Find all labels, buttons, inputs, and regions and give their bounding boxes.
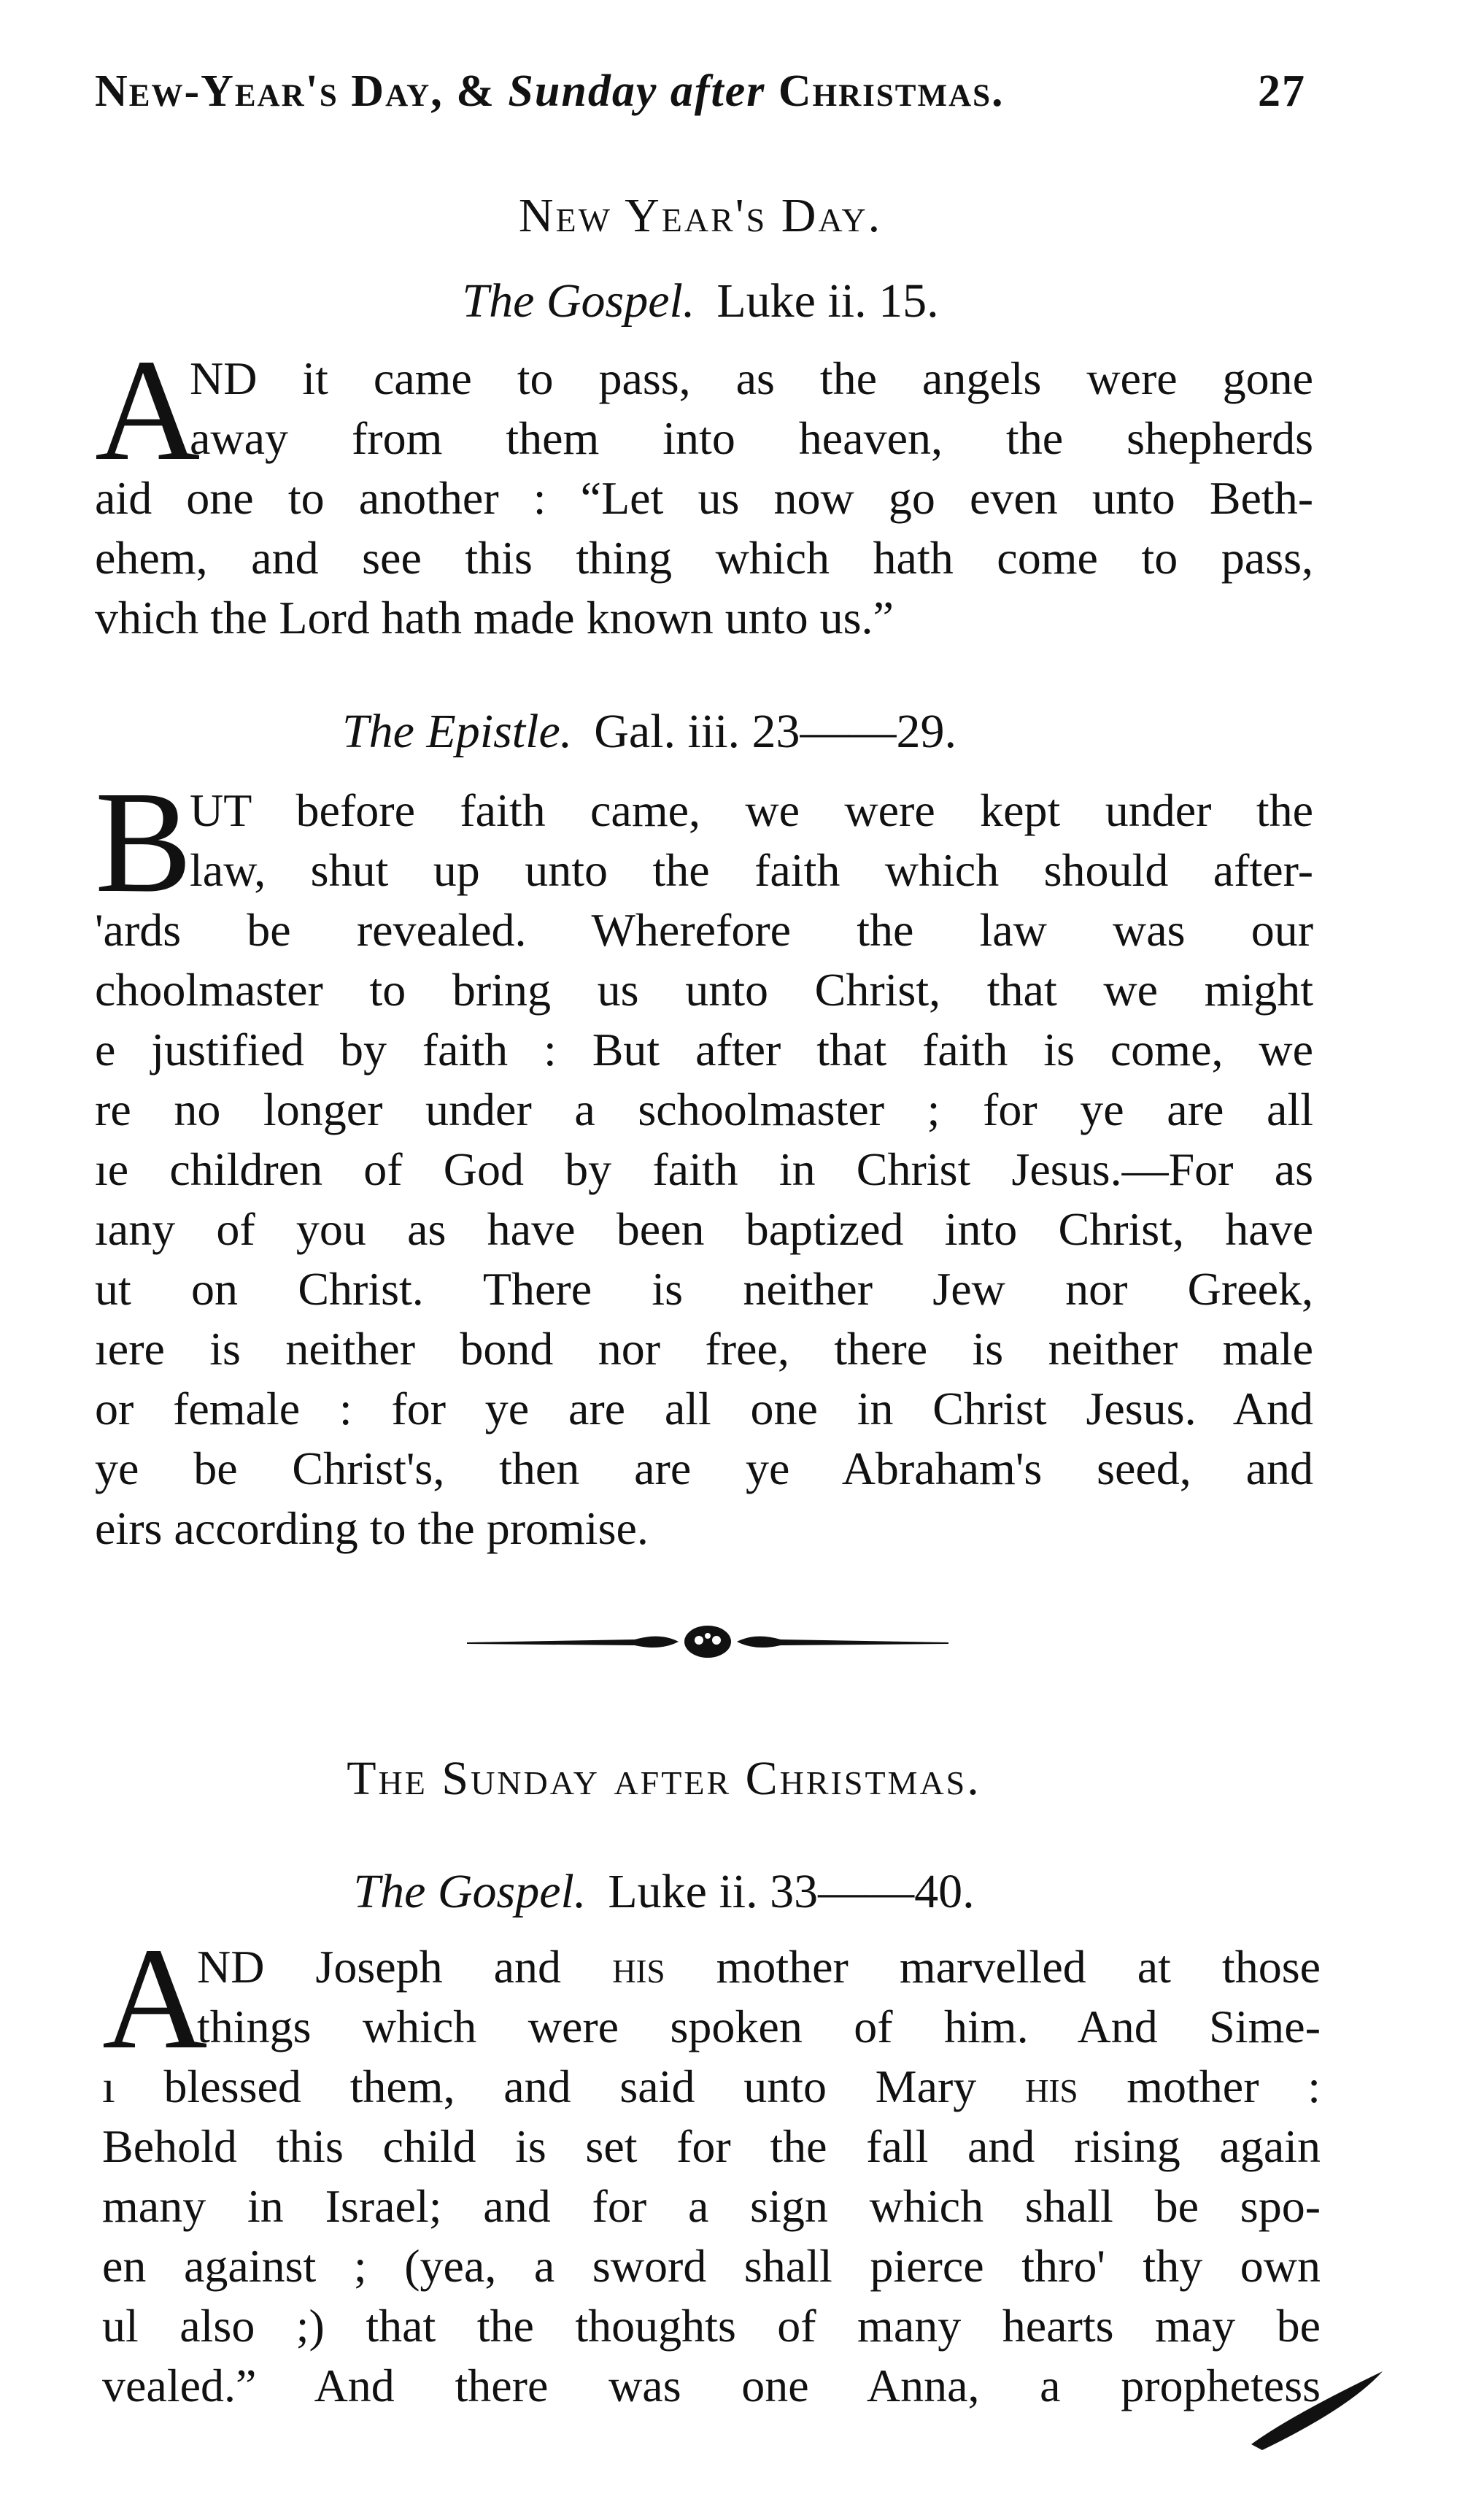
reading-reference: Luke ii. 15. [716, 274, 939, 328]
reading-type: The Gospel. [353, 1865, 587, 1918]
text-line: re no longer under a schoolmaster ; for ye are all [95, 1084, 1313, 1135]
text-line: many in Israel; and for a sign which shall be spo- [102, 2180, 1321, 2232]
text-line [102, 1937, 1321, 1997]
gospel-passage-1 [95, 330, 1313, 648]
text-line: ıere is neither bond nor free, there is neither male [95, 1323, 1313, 1375]
gospel-heading-1 [95, 274, 1306, 329]
running-head-part1: New-Year's Day, & [95, 66, 509, 116]
text-line: ye be Christ's, then are ye Abraham's seed, and [95, 1442, 1313, 1494]
running-head [95, 66, 1306, 124]
text-line: ND it came to pass, as the angels were gone [190, 352, 1313, 404]
running-head-part2: Christmas. [765, 66, 1005, 116]
text-line: vealed.” And there was one Anna, a prophetess [102, 2360, 1321, 2411]
text-line: 'ards be revealed. Wherefore the law was our [95, 904, 1313, 956]
text-segment: ı blessed them, and said unto Mary [102, 2060, 1026, 2112]
text-segment: ND Joseph and [197, 1941, 613, 1993]
flourish-ornament [1248, 2364, 1386, 2452]
text-line: aid one to another : “Let us now go even unto Beth- [95, 472, 1313, 524]
text-line [102, 2057, 1321, 2117]
text-line: ul also ;) that the thoughts of many hearts may be [102, 2300, 1321, 2352]
text-line: ıe children of God by faith in Christ Jesus.—For as [95, 1143, 1313, 1195]
text-line: ehem, and see this thing which hath come to pass, [95, 532, 1313, 584]
text-line: choolmaster to bring us unto Christ, that we might [95, 964, 1313, 1016]
section-title-new-years-day: New Year's Day. [518, 189, 883, 242]
text-line: away from them into heaven, the shepherds [190, 412, 1313, 464]
text-line: or female : for ye are all one in Christ Jesus. And [95, 1383, 1313, 1434]
small-caps-word: his [612, 1941, 665, 1993]
reading-type: The Gospel. [462, 274, 695, 328]
gospel-passage-2 [102, 1918, 1321, 2416]
text-line: UT before faith came, we were kept under the [190, 784, 1313, 836]
reading-reference: Gal. iii. 23——29. [594, 705, 957, 758]
reading-reference: Luke ii. 33——40. [608, 1865, 975, 1918]
text-line: ut on Christ. There is neither Jew nor Greek, [95, 1263, 1313, 1315]
text-line: en against ; (yea, a sword shall pierce thro' thy own [102, 2240, 1321, 2292]
section-title-sunday-after-christmas: The Sunday after Christmas. [347, 1752, 981, 1805]
text-segment: mother : [1078, 2060, 1321, 2112]
small-caps-word: his [1025, 2060, 1078, 2112]
text-line: e justified by faith : But after that faith is come, we [95, 1024, 1313, 1075]
epistle-heading [44, 704, 1255, 760]
text-line: eirs according to the promise. [95, 1502, 649, 1554]
reading-type: The Epistle. [341, 705, 573, 758]
running-head-italic: Sunday after [508, 66, 766, 116]
drop-cap: A [102, 1918, 208, 2079]
text-line: things which were spoken of him. And Sime- [197, 2001, 1321, 2052]
text-line: ıany of you as have been baptized into Christ, have [95, 1203, 1313, 1255]
text-line: Behold this child is set for the fall and rising again [102, 2120, 1321, 2172]
page-number: 27 [1258, 66, 1306, 116]
running-head-title [95, 66, 1005, 117]
divider-ornament [467, 1616, 948, 1667]
text-segment: mother marvelled at those [665, 1941, 1321, 1993]
text-line: law, shut up unto the faith which should after- [190, 844, 1313, 896]
epistle-passage [95, 762, 1313, 1559]
drop-cap: B [95, 762, 193, 923]
text-line: vhich the Lord hath made known unto us.” [95, 592, 894, 644]
gospel-heading-2 [58, 1864, 1269, 1920]
drop-cap: A [95, 330, 201, 491]
